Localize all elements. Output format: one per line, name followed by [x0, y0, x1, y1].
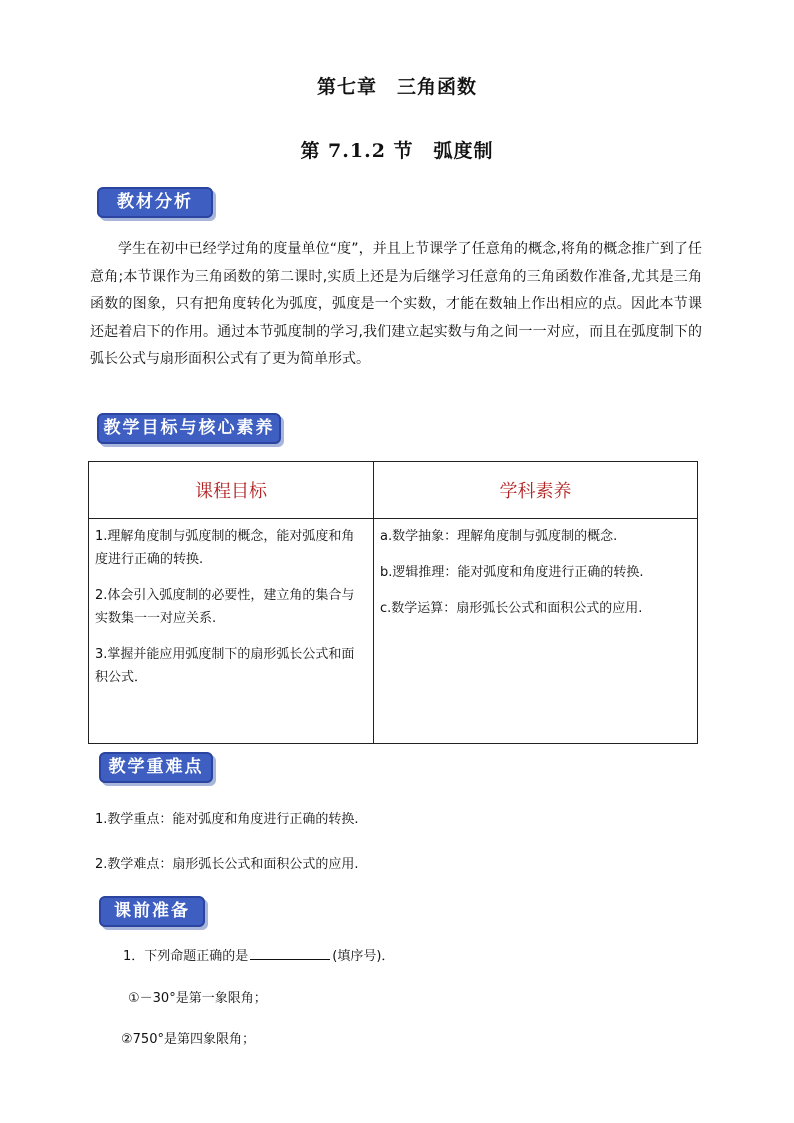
- chapter-title: 第七章 三角函数: [316, 76, 477, 98]
- key-point: 1.教学重点：能对弧度和角度进行正确的转换.: [95, 812, 359, 827]
- analysis-badge: 教材分析: [97, 187, 213, 218]
- course-goal-item: 2.体会引入弧度制的必要性，建立角的集合与实数集一一对应关系.: [95, 588, 355, 626]
- literacy-cell: [374, 519, 698, 744]
- preparation-badge: 课前准备: [99, 896, 205, 927]
- difficulty-point: 2.教学难点：扇形弧长公式和面积公式的应用.: [95, 857, 359, 872]
- course-goals-cell: [89, 519, 374, 744]
- goals-header-course: 课程目标: [89, 462, 374, 519]
- literacy-item: c.数学运算：扇形弧长公式和面积公式的应用.: [380, 601, 643, 616]
- answer-blank: [250, 945, 330, 960]
- question-1: [123, 945, 394, 964]
- keypoints-badge: 教学重难点: [99, 752, 213, 783]
- goals-header-literacy: 学科素养: [374, 462, 698, 519]
- section-title: 第 7.1.2 节 弧度制: [300, 140, 494, 162]
- goals-table: [88, 461, 698, 744]
- option-1: ①－30°是第一象限角；: [128, 991, 267, 1006]
- course-goal-item: 3.掌握并能应用弧度制下的扇形弧长公式和面积公式．: [95, 647, 355, 685]
- course-goal-item: 1.理解角度制与弧度制的概念，能对弧度和角度进行正确的转换.: [95, 529, 355, 567]
- analysis-paragraph: 学生在初中已经学过角的度量单位“度”，并且上节课学了任意角的概念,将角的概念推广到了任意角;本节课作为三角函数的第二课时,实质上还是为后继学习任意角的三角函数作准备,尤其是三角函数的图象，只有把角度转化为弧度，弧度是一个实数，才能在数轴上作出相应的点。因此本节课还起着启下的作用。通过本节弧度制的学习,我们建立起实数与角之间一一对应，而且在弧度制下的弧长公式与扇形面积公式有了更为简单形式。: [90, 241, 702, 367]
- literacy-item: a.数学抽象：理解角度制与弧度制的概念.: [380, 529, 618, 544]
- question-prefix: 1．下列命题正确的是: [123, 949, 249, 964]
- option-2: ②750°是第四象限角；: [121, 1032, 255, 1047]
- question-suffix: (填序号)．: [332, 949, 395, 964]
- literacy-item: b.逻辑推理：能对弧度和角度进行正确的转换.: [380, 565, 644, 580]
- goals-badge: 教学目标与核心素养: [97, 413, 281, 444]
